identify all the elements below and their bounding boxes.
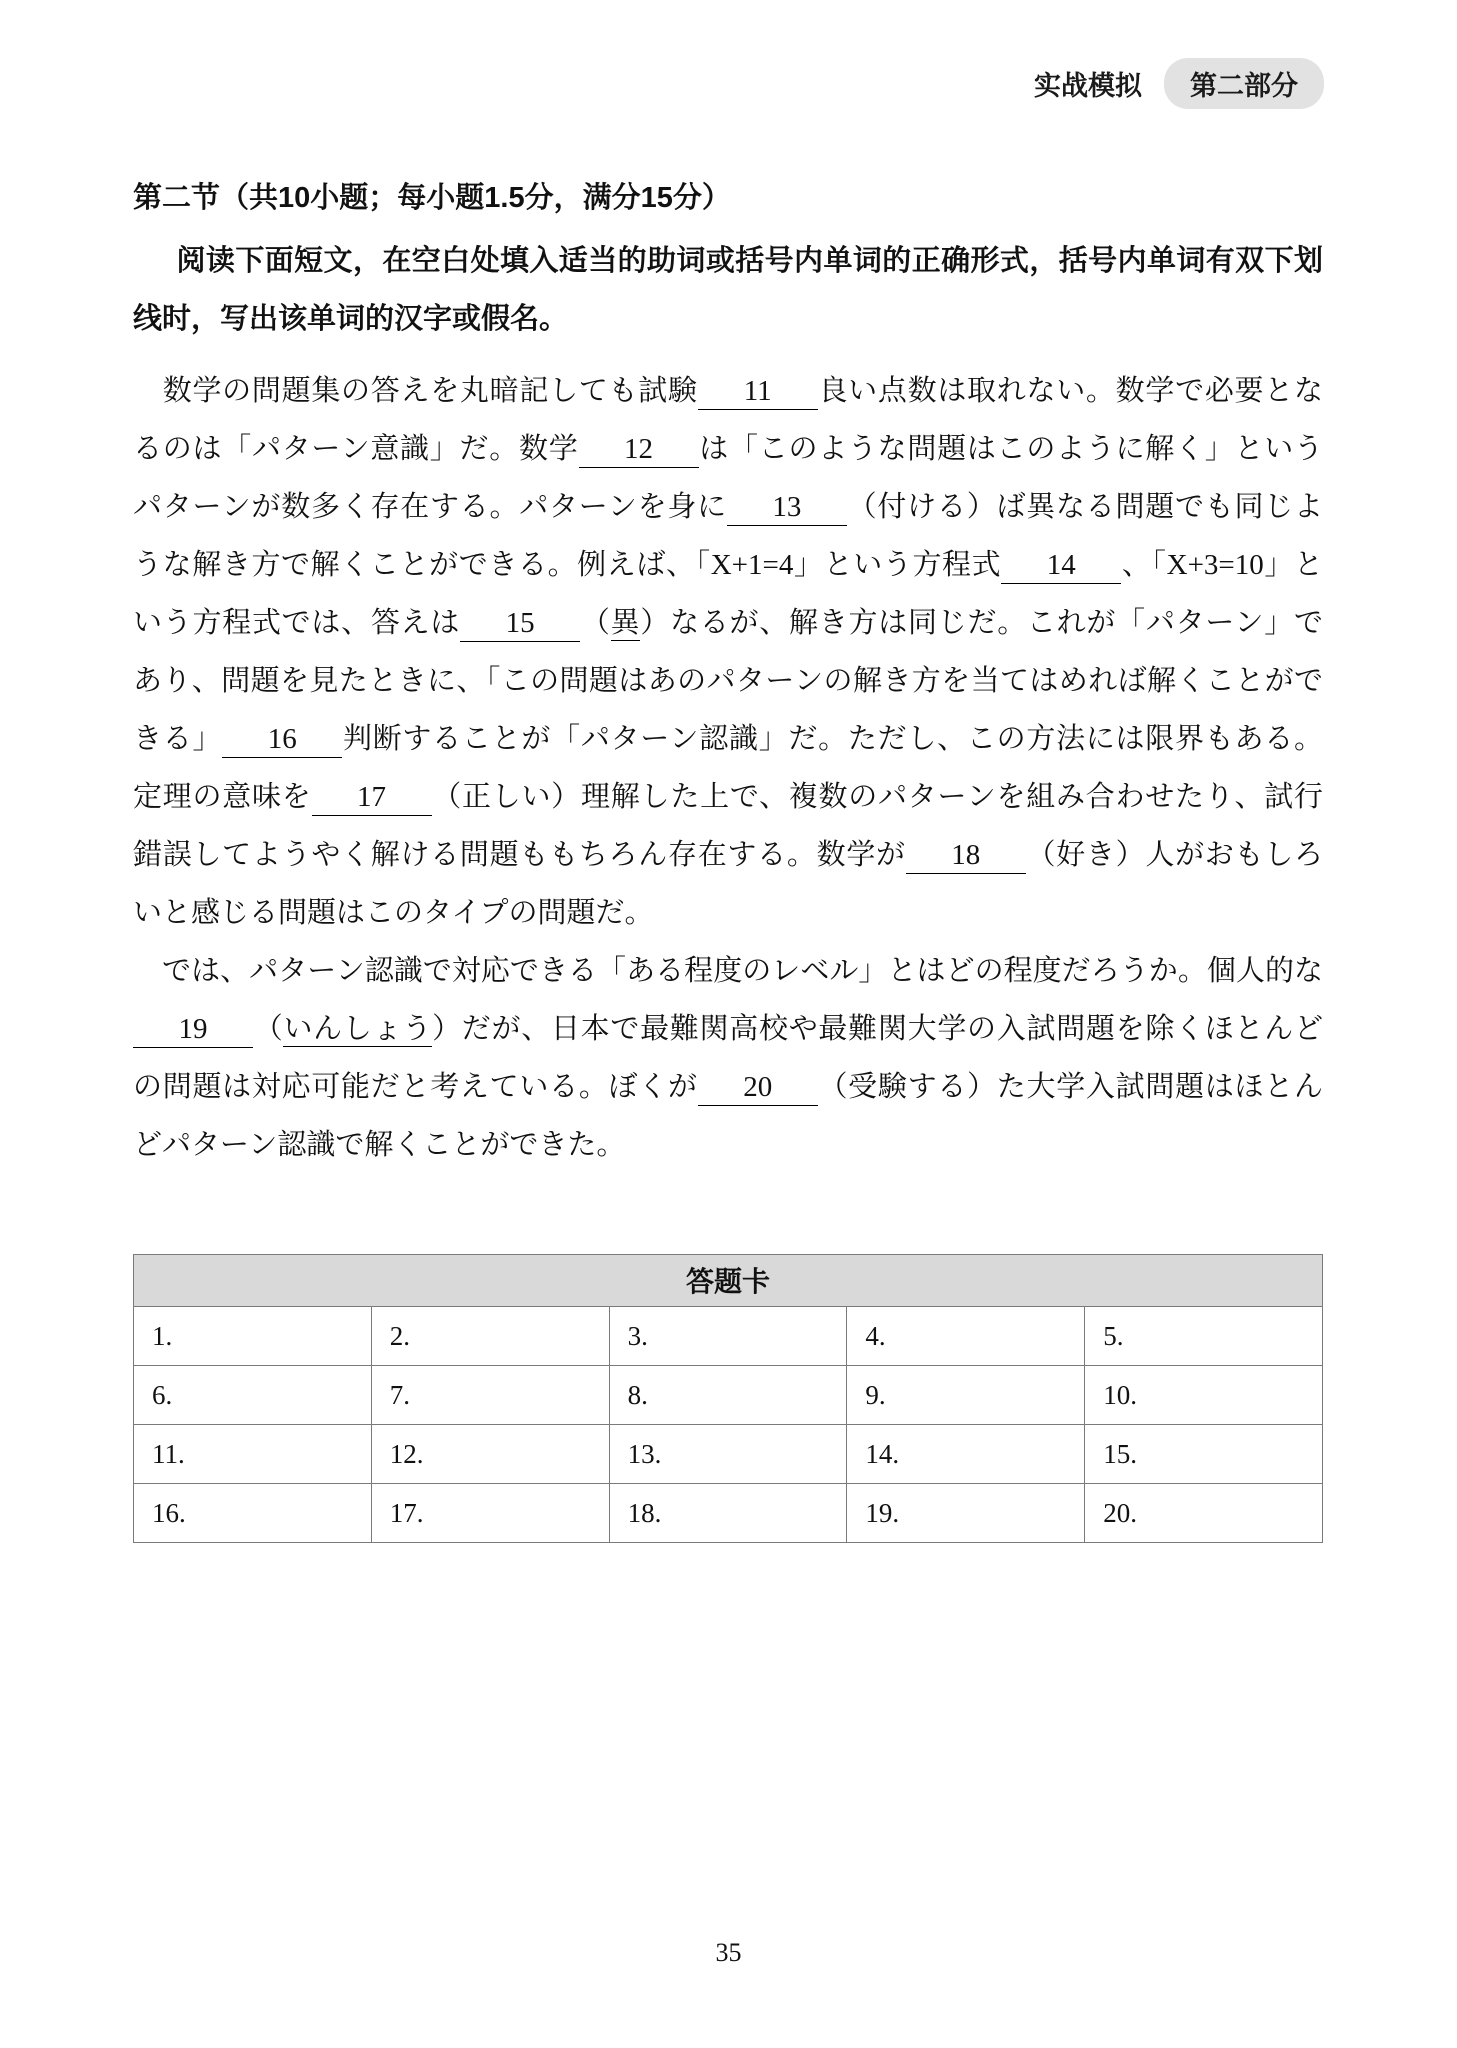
header-section-label: 实战模拟 xyxy=(1034,71,1142,101)
answer-card-row xyxy=(134,1366,1323,1425)
section-instructions: 阅读下面短文，在空白处填入适当的助词或括号内单词的正确形式，括号内单词有双下划线时，写出该单词的汉字或假名。 xyxy=(133,245,1323,335)
blank-13: 13 xyxy=(727,490,847,526)
header-part-badge: 第二部分 xyxy=(1164,58,1324,109)
answer-card-row xyxy=(134,1484,1323,1543)
section-title: 第二节（共10小题；每小题1.5分，满分15分） xyxy=(133,182,731,214)
passage-text: 、「X+3=10」という方程式では、答えは xyxy=(133,549,1324,639)
blank-20: 20 xyxy=(698,1070,818,1106)
passage-paragraph xyxy=(133,362,1323,942)
passage-text: （好き）人がおもしろいと感じる問題はこのタイプの問題だ。 xyxy=(133,839,1323,929)
passage-text: （ xyxy=(253,1013,284,1045)
passage-text: （正しい）理解した上で、複数のパターンを組み合わせたり、試行錯誤してようやく解ける問題ももちろん存在する。数学が xyxy=(133,781,1323,871)
answer-cell: 18. xyxy=(609,1484,847,1543)
answer-cell: 14. xyxy=(847,1425,1085,1484)
blank-11: 11 xyxy=(698,374,818,410)
page-number: 35 xyxy=(715,1938,742,1967)
answer-cell: 5. xyxy=(1085,1307,1323,1366)
passage-text: （付ける）ば異なる問題でも同じような解き方で解くことができる。例えば、「X+1=4」という方程式 xyxy=(133,491,1323,581)
answer-cell: 13. xyxy=(609,1425,847,1484)
answer-cell: 12. xyxy=(371,1425,609,1484)
answer-card-body xyxy=(134,1307,1323,1543)
passage-text: （ xyxy=(580,607,611,639)
answer-card-row xyxy=(134,1307,1323,1366)
blank-15: 15 xyxy=(460,606,580,642)
answer-card-table xyxy=(133,1254,1323,1543)
passage-text: 良い点数は取れない。数学で必要となるのは「パターン意識」だ。数学 xyxy=(133,375,1323,465)
blank-18: 18 xyxy=(906,838,1026,874)
answer-cell: 3. xyxy=(609,1307,847,1366)
answer-cell: 4. xyxy=(847,1307,1085,1366)
passage-text: ）なるが、解き方は同じだ。これが「パターン」であり、問題を見たときに、「この問題はあのパターンの解き方を当てはめれば解くことができる」 xyxy=(133,607,1323,755)
double-underlined-word: いんしょう xyxy=(283,1013,433,1045)
passage xyxy=(133,362,1323,1174)
double-underlined-word: 異 xyxy=(610,607,641,639)
answer-cell: 15. xyxy=(1085,1425,1323,1484)
page-header xyxy=(0,58,1457,109)
answer-card-title-row xyxy=(134,1255,1323,1307)
answer-cell: 1. xyxy=(134,1307,372,1366)
answer-cell: 8. xyxy=(609,1366,847,1425)
answer-card-title: 答题卡 xyxy=(134,1255,1323,1307)
blank-16: 16 xyxy=(222,722,342,758)
answer-cell: 9. xyxy=(847,1366,1085,1425)
answer-cell: 6. xyxy=(134,1366,372,1425)
answer-cell: 16. xyxy=(134,1484,372,1543)
passage-text: では、パターン認識で対応できる「ある程度のレベル」とはどの程度だろうか。個人的な xyxy=(133,955,1323,987)
answer-cell: 7. xyxy=(371,1366,609,1425)
passage-text: （受験する）た大学入試問題はほとんどパターン認識で解くことができた。 xyxy=(133,1071,1323,1161)
passage-text: は「このような問題はこのように解く」というパターンが数多く存在する。パターンを身に xyxy=(133,433,1323,523)
answer-cell: 19. xyxy=(847,1484,1085,1543)
blank-19: 19 xyxy=(133,1012,253,1048)
passage-text: 数学の問題集の答えを丸暗記しても試験 xyxy=(133,375,698,407)
answer-card-head xyxy=(134,1255,1323,1307)
passage-paragraph xyxy=(133,942,1323,1174)
passage-text: ）だが、日本で最難関高校や最難関大学の入試問題を除くほとんどの問題は対応可能だと考えている。ぼくが xyxy=(133,1013,1323,1103)
blank-14: 14 xyxy=(1001,548,1121,584)
answer-card-row xyxy=(134,1425,1323,1484)
blank-17: 17 xyxy=(312,780,432,816)
answer-cell: 17. xyxy=(371,1484,609,1543)
page-content xyxy=(0,175,1457,1543)
answer-cell: 20. xyxy=(1085,1484,1323,1543)
answer-cell: 11. xyxy=(134,1425,372,1484)
passage-text: 判断することが「パターン認識」だ。ただし、この方法には限界もある。定理の意味を xyxy=(133,723,1323,813)
blank-12: 12 xyxy=(579,432,699,468)
answer-cell: 2. xyxy=(371,1307,609,1366)
answer-cell: 10. xyxy=(1085,1366,1323,1425)
